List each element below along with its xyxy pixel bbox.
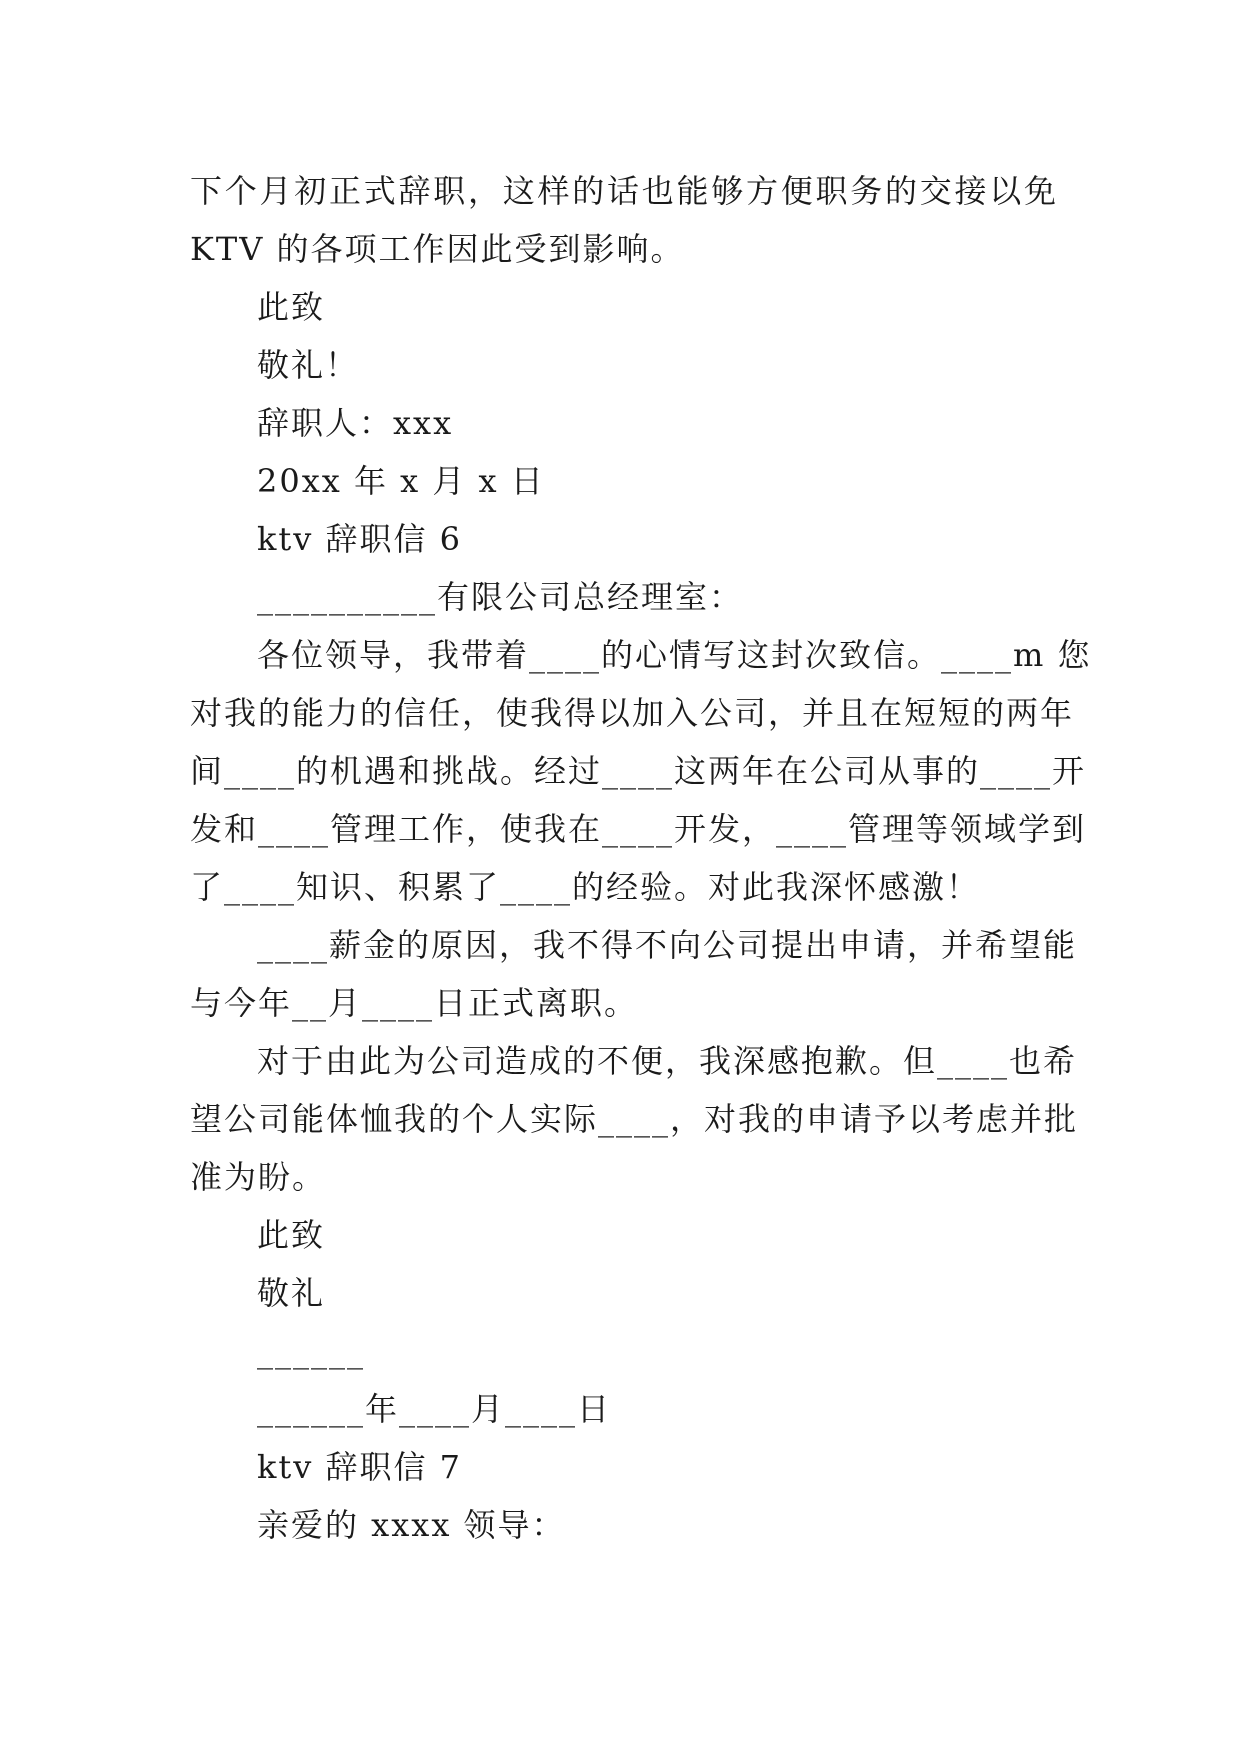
section-heading: ktv 辞职信 6 <box>257 520 463 558</box>
text-line: 望公司能体恤我的个人实际____，对我的申请予以考虑并批 <box>190 1100 1079 1138</box>
date-line: ______年____月____日 <box>257 1390 612 1428</box>
addressee-line: __________有限公司总经理室： <box>257 578 744 616</box>
date-line: 20xx 年 x 月 x 日 <box>257 462 545 500</box>
addressee-line: 亲爱的 xxxx 领导： <box>257 1506 566 1544</box>
document-page <box>190 162 1092 1554</box>
text-line: ____薪金的原因，我不得不向公司提出申请，并希望能 <box>257 926 1078 964</box>
text-line: 对我的能力的信任，使我得以加入公司，并且在短短的两年 <box>190 694 1075 732</box>
closing-regards: 敬礼 <box>257 1274 326 1312</box>
signer: 辞职人：xxx <box>257 404 454 442</box>
text-line: 下个月初正式辞职，这样的话也能够方便职务的交接以免 <box>190 172 1058 210</box>
text-line: 对于由此为公司造成的不便，我深感抱歉。但____也希 <box>257 1042 1078 1080</box>
text-line: 了____知识、积累了____的经验。对此我深怀感激！ <box>190 868 981 906</box>
text-line: 发和____管理工作，使我在____开发，____管理等领域学到 <box>190 810 1087 848</box>
text-line: 各位领导，我带着____的心情写这封次致信。____m 您 <box>257 636 1092 674</box>
text-line: 准为盼。 <box>190 1158 327 1196</box>
text-line: 与今年__月____日正式离职。 <box>190 984 639 1022</box>
signature-blank: ______ <box>257 1332 365 1370</box>
text-line: KTV 的各项工作因此受到影响。 <box>190 230 685 268</box>
closing-salutation: 此致 <box>257 288 326 326</box>
section-heading: ktv 辞职信 7 <box>257 1448 463 1486</box>
closing-regards: 敬礼！ <box>257 346 360 384</box>
closing-salutation: 此致 <box>257 1216 326 1254</box>
text-line: 间____的机遇和挑战。经过____这两年在公司从事的____开 <box>190 752 1087 790</box>
